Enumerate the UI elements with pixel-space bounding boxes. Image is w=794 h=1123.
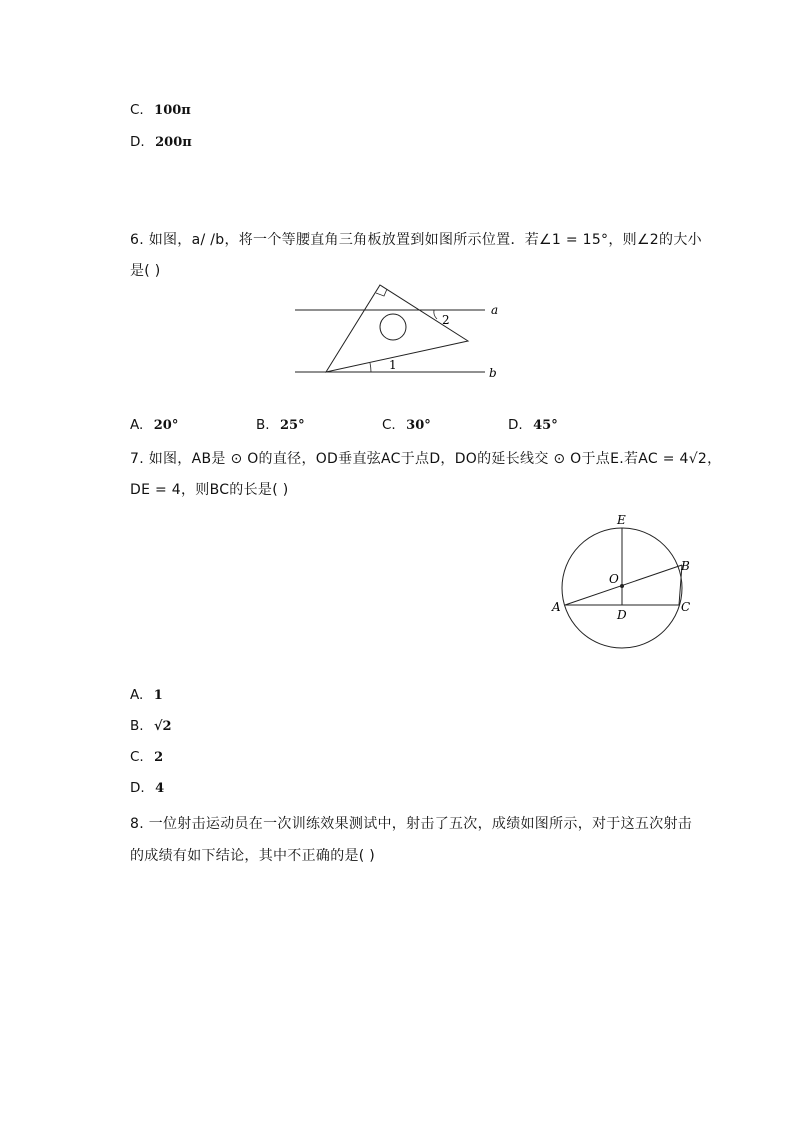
q7-stem-line1: 7. 如图，AB是 ⊙ O的直径，OD垂直弦AC于点D，DO的延长线交 ⊙ O于点E.若AC = 4√2， [130, 451, 722, 467]
q6-option-c [382, 417, 431, 433]
label-o: O [609, 572, 619, 586]
q6-option-a [130, 417, 178, 433]
option-value: 2 [154, 750, 164, 765]
q6-figure [285, 280, 510, 390]
set-square-triangle [326, 285, 468, 372]
q6-stem-line1: 6. 如图，a/ /b，将一个等腰直角三角板放置到如图所示位置．若∠1 = 15°，则∠2的大小 [130, 232, 702, 248]
option-value: 30° [406, 418, 431, 433]
option-label: D. [508, 417, 523, 433]
label-e: E [617, 513, 626, 527]
q8-stem-line2: 的成绩有如下结论，其中不正确的是( ) [130, 848, 376, 864]
option-label: B. [256, 417, 270, 433]
q7-option-a [130, 687, 163, 703]
option-label: B. [130, 718, 144, 734]
option-value: 200π [155, 135, 192, 150]
label-d: D [617, 608, 627, 622]
option-value: 45° [533, 418, 558, 433]
label-a: a [491, 303, 499, 317]
q5-option-c [130, 102, 191, 118]
right-angle-mark [376, 289, 387, 296]
q7-stem-line2: DE = 4，则BC的长是( ) [130, 482, 289, 498]
angle-2-arc [434, 310, 437, 319]
label-c: C [681, 600, 691, 614]
option-value: 100π [154, 103, 191, 118]
q6-option-d [508, 417, 558, 433]
label-angle-2: 2 [442, 313, 450, 327]
label-b: B [681, 559, 690, 573]
angle-1-arc [370, 363, 371, 372]
q6-stem-line2: 是( ) [130, 263, 161, 279]
q6-option-b [256, 417, 305, 433]
option-value: 4 [155, 781, 165, 796]
q7-option-b [130, 718, 172, 734]
label-angle-1: 1 [389, 358, 397, 372]
q7-figure [545, 505, 705, 655]
option-label: A. [130, 417, 144, 433]
option-value: 25° [280, 418, 305, 433]
q5-option-d [130, 134, 192, 150]
q7-option-c [130, 749, 163, 765]
q7-option-d [130, 780, 164, 796]
option-label: D. [130, 780, 145, 796]
hole-circle [380, 314, 406, 340]
option-label: D. [130, 134, 145, 150]
option-label: C. [130, 749, 144, 765]
option-label: A. [130, 687, 144, 703]
q8-stem-line1: 8. 一位射击运动员在一次训练效果测试中，射击了五次，成绩如图所示，对于这五次射击 [130, 816, 693, 832]
option-label: C. [382, 417, 396, 433]
label-a: A [552, 600, 561, 614]
option-value: 20° [153, 418, 179, 433]
option-value: 1 [153, 688, 163, 703]
option-label: C. [130, 102, 144, 118]
center-point [620, 584, 624, 588]
label-b: b [489, 366, 497, 380]
option-value: √2 [154, 719, 172, 734]
